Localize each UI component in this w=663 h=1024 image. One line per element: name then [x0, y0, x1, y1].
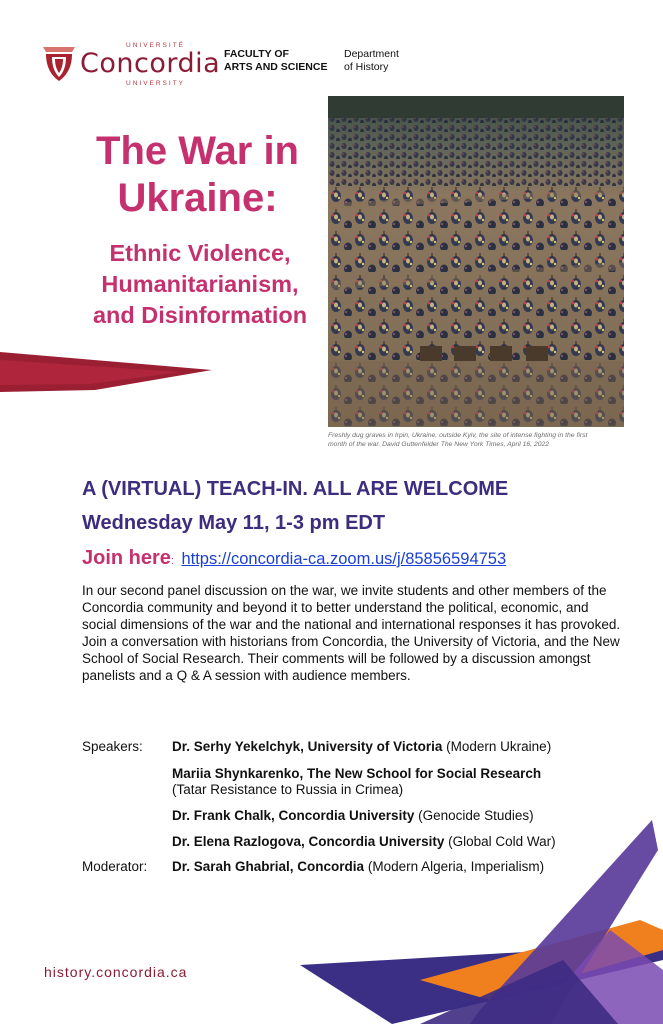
join-row — [82, 547, 506, 570]
title-line-1: The War in — [96, 129, 299, 173]
decorative-shapes — [300, 810, 663, 1024]
event-date: Wednesday May 11, 1-3 pm EDT — [82, 512, 386, 534]
faculty-name — [224, 48, 327, 74]
speaker-1-name: Dr. Serhy Yekelchyk, University of Victoria — [172, 739, 443, 754]
subtitle-line-1: Ethnic Violence, — [109, 240, 291, 266]
speaker-4-name: Dr. Elena Razlogova, Concordia University — [172, 834, 445, 849]
speaker-3-name: Dr. Frank Chalk, Concordia University — [172, 808, 415, 823]
photo-caption — [328, 431, 628, 449]
event-description: In our second panel discussion on the war, we invite students and other members of the Concordia community and beyond it to better understand the political, economic, and social dimensions of the war and the national and international responses it has provoked. Join a conversation with historians from Concordia, the University of Victoria, and the New School of Social Research. Their comments will be followed by a discussion amongst panelists and a Q & A session with audience members. — [82, 583, 621, 683]
caption-line-1: Freshly dug graves in Irpin, Ukraine, outside Kyiv, the site of intense fighting in the first — [328, 432, 588, 439]
caption-line-2: month of the war. David Guttenfelder The New York Times, April 16, 2022 — [328, 441, 550, 448]
subtitle-line-2: Humanitarianism, — [101, 271, 299, 297]
faculty-line-1: FACULTY OF — [224, 48, 289, 60]
moderator-name: Dr. Sarah Ghabrial, Concordia — [172, 859, 365, 874]
title-line-2: Ukraine: — [117, 176, 278, 220]
logo-wordmark: Concordia — [80, 48, 221, 79]
page-title — [50, 128, 345, 222]
department-name — [344, 48, 399, 74]
department-line-2: of History — [344, 61, 389, 73]
join-colon: : — [170, 555, 174, 567]
graves-photo-image — [328, 96, 624, 427]
speaker-2-name: Mariia Shynkarenko, The New School for Social Research — [172, 766, 542, 781]
speaker-4-topic: (Global Cold War) — [448, 834, 556, 849]
moderator-topic: (Modern Algeria, Imperialism) — [367, 859, 545, 874]
logo-top-text: UNIVERSITÉ — [126, 42, 186, 49]
page-subtitle — [55, 238, 345, 331]
speaker-1 — [172, 739, 551, 755]
zoom-link[interactable]: https://concordia-ca.zoom.us/j/85856594753 — [181, 550, 507, 568]
faculty-line-2: ARTS AND SCIENCE — [224, 61, 328, 73]
speakers-label: Speakers: — [82, 739, 143, 754]
speaker-1-topic: (Modern Ukraine) — [446, 739, 552, 754]
join-label: Join here — [82, 547, 171, 569]
speaker-2 — [172, 766, 541, 798]
speaker-2-topic: (Tatar Resistance to Russia in Crimea) — [172, 782, 404, 797]
speaker-3-topic: (Genocide Studies) — [418, 808, 534, 823]
footer-website[interactable]: history.concordia.ca — [44, 964, 188, 980]
subtitle-line-3: and Disinformation — [92, 302, 308, 328]
concordia-logo — [40, 42, 221, 88]
moderator-label: Moderator: — [82, 859, 148, 874]
logo-bottom-text: UNIVERSITY — [126, 80, 186, 87]
event-heading: A (VIRTUAL) TEACH-IN. ALL ARE WELCOME — [82, 478, 509, 500]
concordia-shield-icon — [42, 44, 76, 82]
graves-photo — [328, 96, 624, 427]
department-line-1: Department — [344, 48, 399, 60]
red-swoosh-decoration — [0, 340, 215, 400]
